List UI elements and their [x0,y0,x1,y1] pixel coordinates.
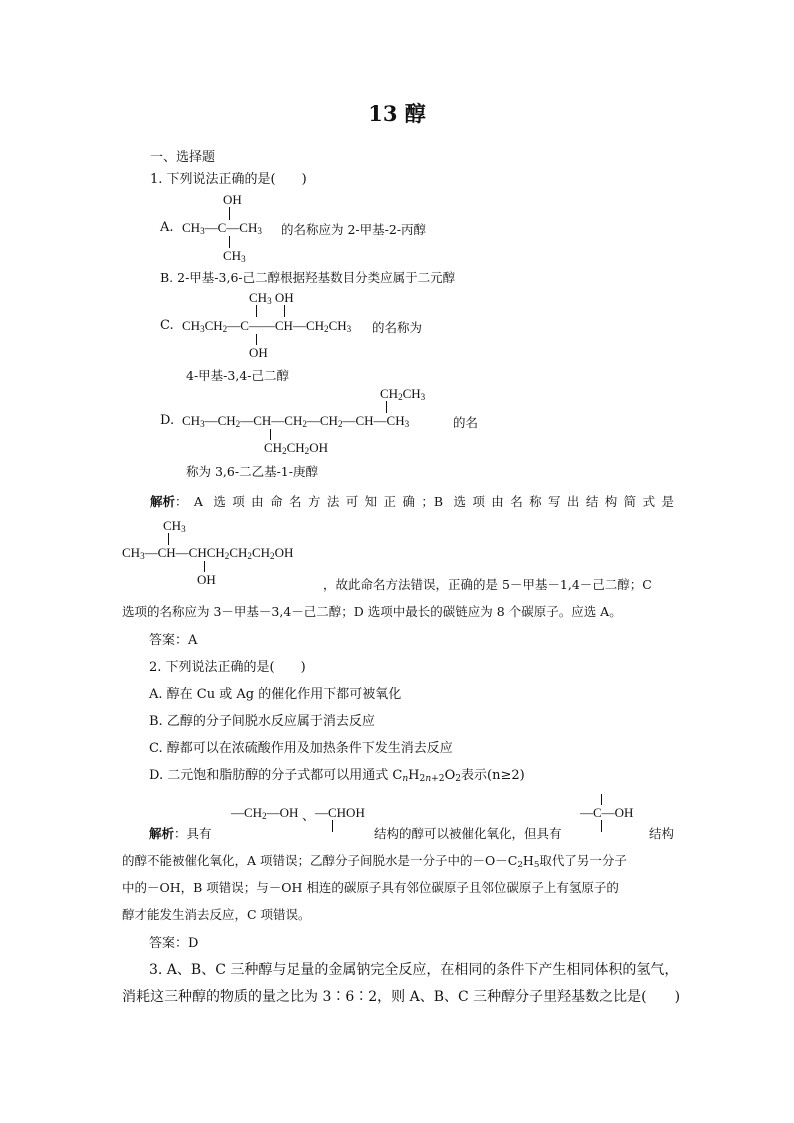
analysis-text: ：A 选项由命名方法可知正确；B 选项由名称写出结构简式是 [175,494,674,509]
question-2-option-c: C. 醇都可以在浓硫酸作用及加热条件下发生消去反应 [149,741,453,756]
formula-separator: 、 [302,808,316,823]
analysis-text: ，故此命名方法错误，正确的是 5－甲基－1,4－己二醇；C [323,577,652,592]
formula-chain: $CH_3—C—CH_3$ [182,220,262,236]
bond-line [168,533,169,545]
formula-oh: OH [197,572,216,587]
formula-bottom: $CH_3$ [223,248,246,264]
question-3-line: 消耗这三种醇的物质的量之比为 3∶6∶2，则 A、B、C 三种醇分子里羟基数之比是( ) [122,989,681,1005]
analysis-text: 结构 [649,826,675,841]
question-1-stem: 1. 下列说法正确的是( ) [150,172,307,187]
option-text: 的名称应为 2-甲基-2-丙醇 [281,222,427,237]
analysis-label: 解析 [149,826,175,841]
option-name: 称为 3,6-二乙基-1-庚醇 [186,464,318,479]
question-2-option-b: B. 乙醇的分子间脱水反应属于消去反应 [149,714,375,729]
bond-line [601,794,602,805]
bond-line [256,305,257,317]
analysis-text: 的醇不能被催化氧化，A 项错误；乙醇分子间脱水是一分子中的$-O-C_2H_5$取代了另一分子 [122,853,627,870]
bond-line [601,820,602,832]
option-label: D. [160,413,175,428]
formula-oh-top: OH [223,192,242,207]
formula-top: $CH_2CH_3$ [380,386,426,402]
option-text: 的名称为 [372,320,423,335]
answer-1: 答案：A [149,633,198,648]
analysis-text: 醇才能发生消去反应，C 项错误。 [122,907,311,922]
bond-line [270,429,271,440]
bond-line [332,820,333,832]
bond-line [386,401,387,413]
analysis-text: ：具有 [174,826,212,841]
formula-primary-alcohol: $—CH_2—OH$ [231,805,299,821]
option-label: A. [160,220,174,235]
formula-top: $CH_3$ OH [249,290,294,306]
question-2-option-a: A. 醇在 Cu 或 Ag 的催化作用下都可被氧化 [149,687,402,702]
formula-chain: $CH_3CH_2—C——CH—CH_2CH_3$ [182,318,352,334]
bond-line [256,334,257,345]
option-text: 的名 [453,415,479,430]
question-3-line: 3. A、B、C 三种醇与足量的金属钠完全反应，在相同的条件下产生相同体积的氢气， [149,962,679,978]
analysis-text: 结构的醇可以被催化氧化，但具有 [374,826,562,841]
analysis-label: 解析 [150,494,176,509]
bond-line [229,207,230,220]
question-1-option-b: B. 2-甲基-3,6-己二醇根据羟基数目分类应属于二元醇 [160,270,456,285]
formula-chain: $CH_3—CH_2—CH—CH_2—CH_2—CH—CH_3$ [182,413,410,429]
formula-secondary-alcohol: —CHOH [315,805,365,820]
question-2-stem: 2. 下列说法正确的是( ) [149,660,306,675]
formula-bottom: $CH_2CH_2OH$ [264,440,328,456]
section-heading: 一、选择题 [150,150,216,165]
bond-line [229,236,230,248]
option-label: C. [160,318,174,333]
bond-line [284,305,285,317]
bond-line [204,561,205,572]
formula-chain: $CH_3—CH—CHCH_2CH_2CH_2OH$ [122,545,294,561]
formula-top: $CH_3$ [163,518,186,534]
analysis-text: 选项的名称应为 3－甲基－3,4－己二醇；D 选项中最长的碳链应为 8 个碳原子。应选 A。 [122,604,622,619]
option-name: 4-甲基-3,4-己二醇 [186,368,290,383]
formula-tertiary-alcohol: —C—OH [580,805,634,820]
analysis-text: 中的－OH，B 项错误；与－OH 相连的碳原子具有邻位碳原子且邻位碳原子上有氢原子的 [122,880,619,895]
formula-bottom-oh: OH [249,345,268,360]
page-title: 13 醇 [368,101,426,126]
answer-2: 答案：D [149,936,199,951]
question-2-option-d: D. 二元饱和脂肪醇的分子式都可以用通式 $C_nH_{2n+2}O_2$表示(n≥2) [149,768,525,784]
